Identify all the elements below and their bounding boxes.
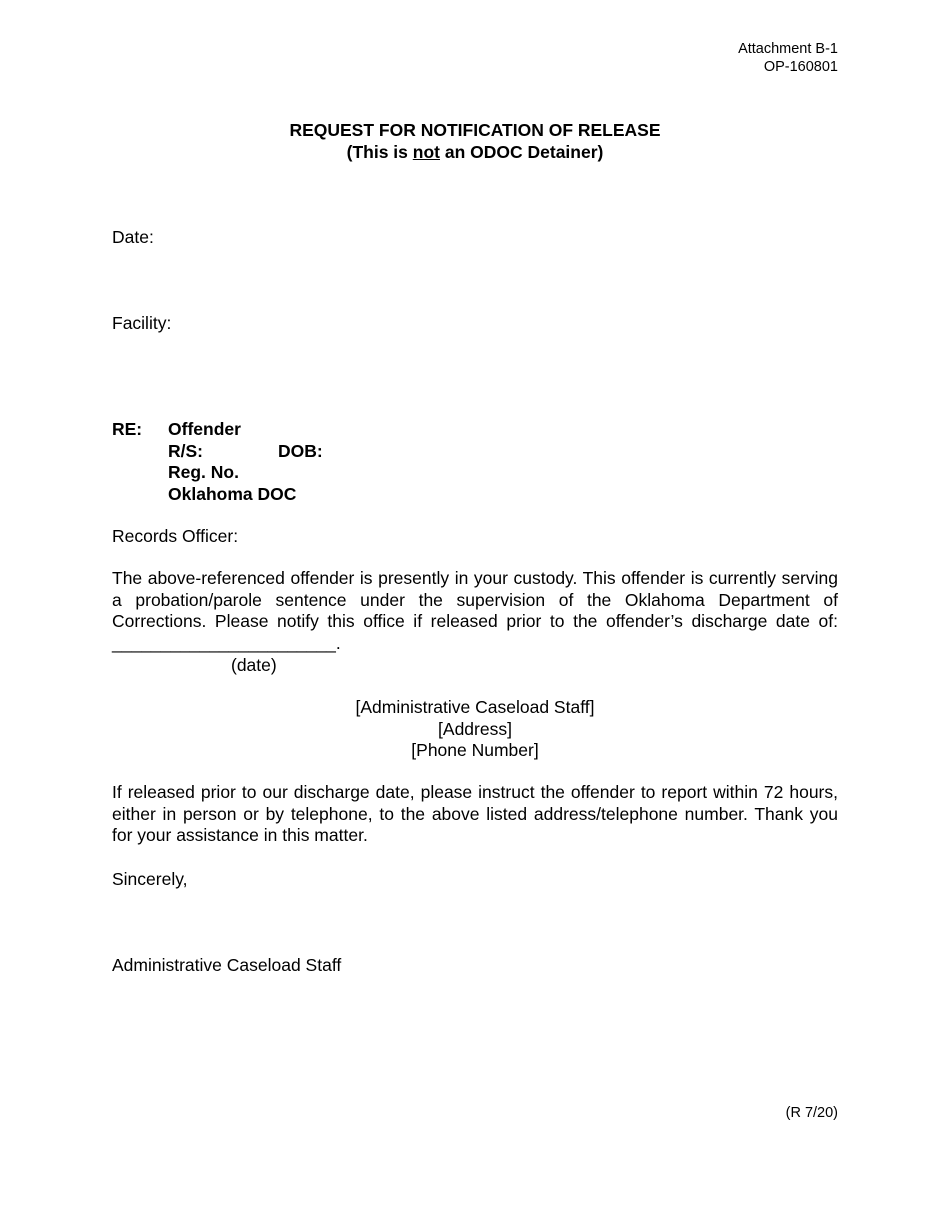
contact-phone: [Phone Number]: [411, 740, 539, 760]
re-lines: [168, 419, 323, 505]
body-paragraph-2: If released prior to our discharge date, please instruct the offender to report within 72 hours, either in person or by telephone, to the above listed address/telephone number. Thank you for your assistance in this matter.: [112, 782, 838, 845]
date-caption: (date): [231, 655, 277, 675]
contact-staff: [Administrative Caseload Staff]: [355, 697, 595, 717]
title-line-1: REQUEST FOR NOTIFICATION OF RELEASE: [289, 120, 661, 140]
contact-block: [0, 697, 950, 762]
re-label: RE:: [112, 419, 143, 439]
salutation: Records Officer:: [112, 526, 239, 546]
facility-field-label: Facility:: [112, 313, 172, 333]
title-line-2-suffix: an ODOC Detainer): [439, 142, 604, 162]
contact-address: [Address]: [438, 718, 512, 739]
re-oklahoma-doc: Oklahoma DOC: [168, 483, 297, 504]
re-reg-no: Reg. No.: [168, 462, 239, 482]
attachment-label: Attachment B-1: [738, 41, 838, 57]
re-dob: DOB:: [278, 440, 323, 461]
closing-sincerely: Sincerely,: [112, 869, 188, 889]
op-number: OP-160801: [763, 59, 838, 75]
re-offender: Offender: [168, 419, 241, 439]
body-paragraph-1: The above-referenced offender is presently in your custody. This offender is currently serving a probation/parole sentence under the supervision of the Oklahoma Department of Corrections. Please notify this office if released prior to the offender’s discharge date of: _______________________.: [112, 568, 838, 653]
revision-label: (R 7/20): [785, 1105, 838, 1121]
date-field-label: Date:: [112, 227, 154, 247]
closing-signature: Administrative Caseload Staff: [112, 955, 342, 975]
title-line-2-prefix: (This is: [346, 142, 413, 162]
document-title: [0, 119, 950, 163]
re-rs-dob-line: [168, 440, 323, 463]
document-header: [738, 40, 838, 76]
title-line-2: [0, 141, 950, 163]
re-rs: R/S:: [168, 440, 203, 461]
title-line-2-underlined: not: [412, 142, 440, 162]
